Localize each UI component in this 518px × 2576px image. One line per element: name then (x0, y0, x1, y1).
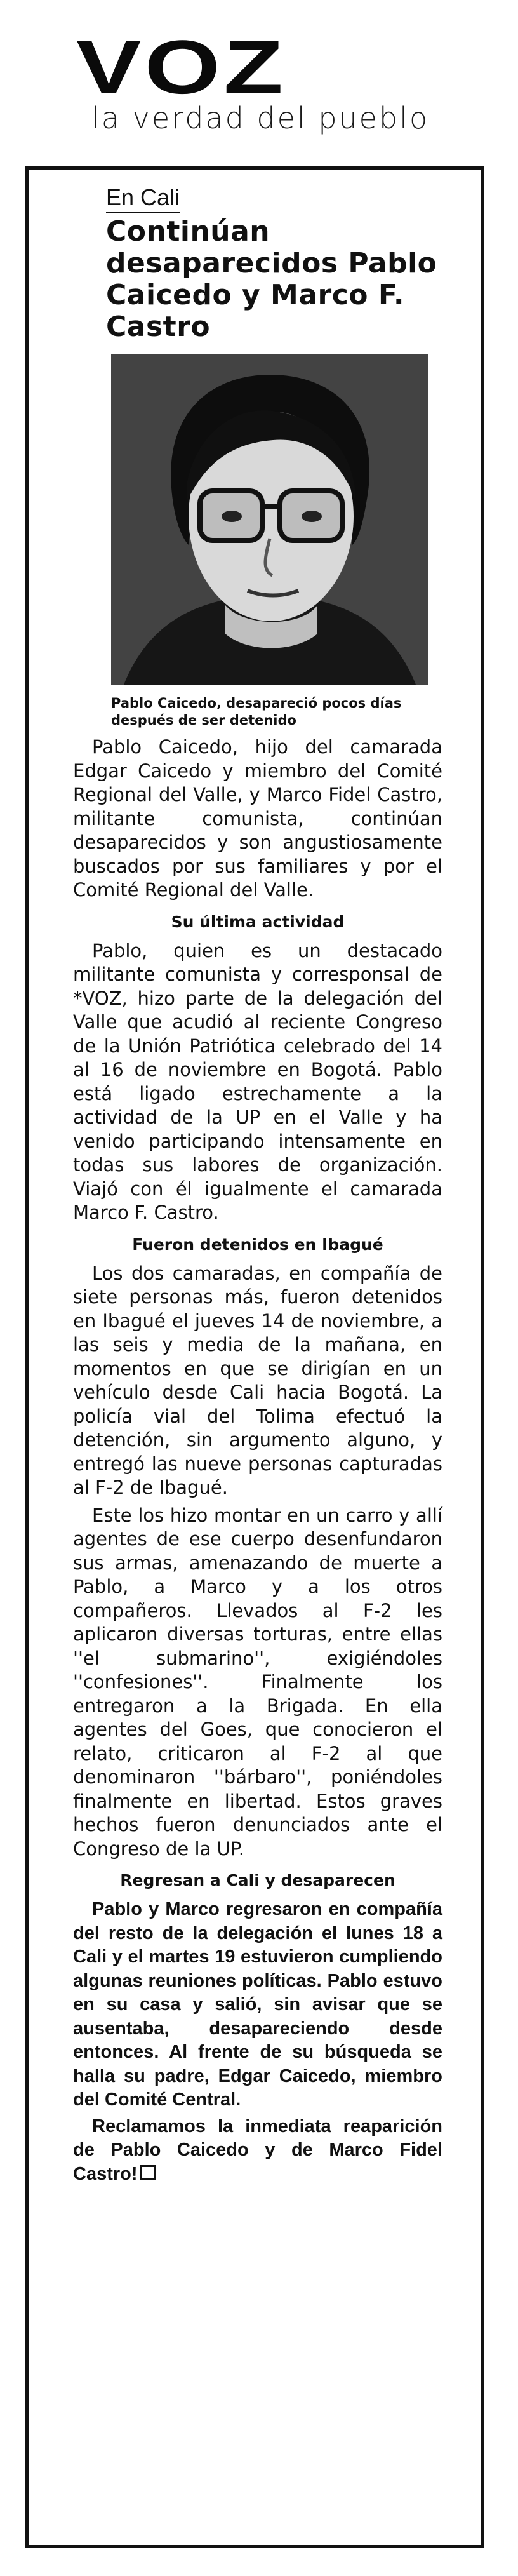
intro-body (73, 735, 442, 902)
detained-paragraph-1: Los dos camaradas, en compañía de siete personas más, fueron detenidos en Ibagué el jueves 14 de noviembre, a las seis y media de la mañana, en momentos en que se dirigían en un vehículo desde Cali hacia Bogotá. La policía vial del Tolima efectuó la detención, sin argumento alguno, y entregó las nueve personas capturadas al F-2 de Ibagué. (73, 1262, 442, 1498)
intro-paragraph: Pablo Caicedo, hijo del camarada Edgar Caicedo y miembro del Comité Regional del Valle, y Marco Fidel Castro, militante comunista, continúan desaparecidos y son angustiosamente buscados por sus familiares y por el Comité Regional del Valle. (73, 736, 442, 901)
portrait-illustration (111, 354, 428, 685)
photo-caption: Pablo Caicedo, desapareció pocos días después de ser detenido (111, 695, 402, 728)
subhead-detained: Fueron detenidos en Ibagué (132, 1235, 383, 1254)
detained-paragraph-2: Este los hizo montar en un carro y allí agentes de ese cuerpo desenfundaron sus armas, amenazando de muerte a Pablo, a Marco y a los otros compañeros. Llevados al F-2 les aplicaron diversas torturas, entre ellas ''el submarino'', exigiéndoles ''confesiones''. Finalmente los entregaron a la Brigada. En ella agentes del Goes, que conocieron el relato, criticaron al F-2 al que denominaron ''bárbaro'', poniéndoles finalmente en libertad. Estos graves hechos fueron denunciados ante el Congreso de la UP. (73, 1504, 442, 1860)
portrait-photo (111, 354, 428, 685)
disappear-body (73, 1898, 442, 2186)
end-mark-icon (140, 2165, 156, 2180)
article-kicker: En Cali (106, 184, 180, 213)
closing-paragraph (73, 2115, 442, 2187)
publication-name: VOZ (76, 25, 287, 110)
disappear-paragraph: Pablo y Marco regresaron en compañía del resto de la delegación el lunes 18 a Cali y el martes 19 estuvieron cumpliendo algunas reuniones políticas. Pablo estuvo en su casa y salió, sin avisar que se ausentaba, desapareciendo desde entonces. Al frente de su búsqueda se halla su padre, Edgar Caicedo, miembro del Comité Central. (73, 1899, 442, 2110)
masthead (76, 25, 482, 135)
subhead-last-activity: Su última actividad (171, 912, 345, 931)
article (73, 184, 442, 2189)
closing-demand: Reclamamos la inmediata reaparición de Pablo Caicedo y de Marco Fidel Castro! (73, 2116, 442, 2184)
article-headline: Continúan desaparecidos Pablo Caicedo y Marco F. Castro (106, 215, 437, 343)
detained-body (73, 1262, 442, 1862)
last-activity-body (73, 939, 442, 1225)
subhead-disappear: Regresan a Cali y desaparecen (120, 1871, 395, 1889)
publication-tagline: la verdad del pueblo (91, 101, 430, 135)
last-activity-paragraph: Pablo, quien es un destacado militante comunista y corresponsal de *VOZ, hizo parte de la delegación del Valle que acudió al reciente Congreso de la Unión Patriótica celebrado del 14 al 16 de noviembre en Bogotá. Pablo está ligado estrechamente a la actividad de la UP en el Valle y ha venido participando intensamente en todas sus labores de organización. Viajó con él igualmente el camarada Marco F. Castro. (73, 939, 442, 1223)
